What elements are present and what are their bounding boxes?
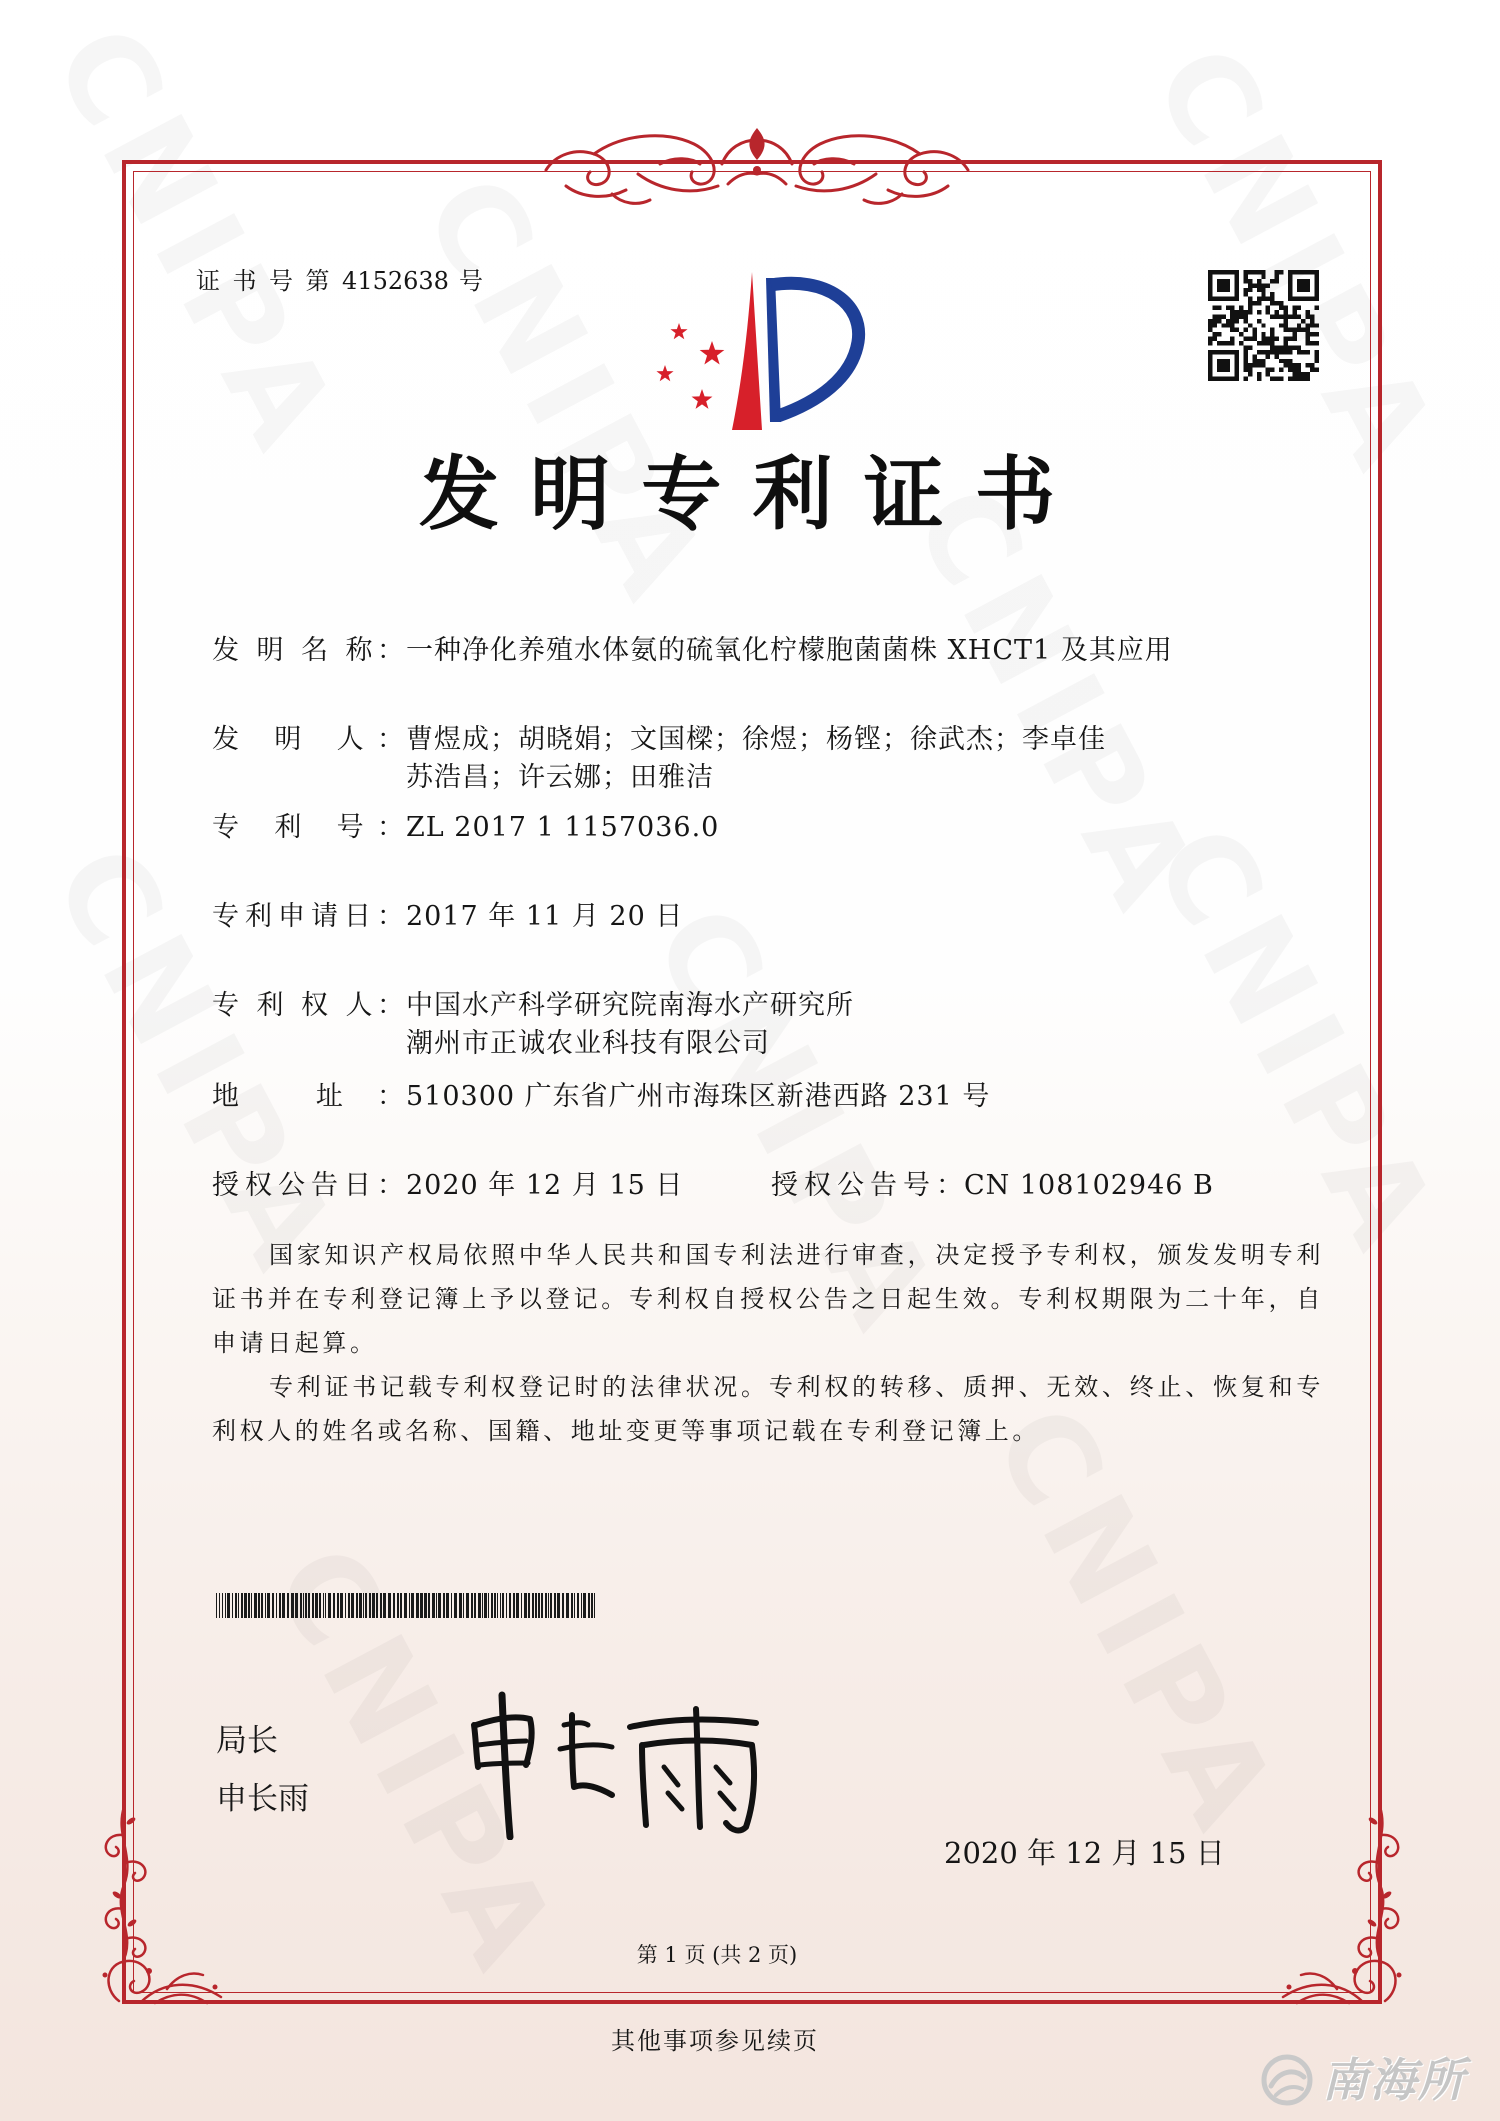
invention-name-value: 一种净化养殖水体氨的硫氧化柠檬胞菌菌株 XHCT1 及其应用 <box>406 635 1173 666</box>
site-logo-icon <box>1258 2051 1316 2109</box>
address-value: 510300 广东省广州市海珠区新港西路 231 号 <box>406 1081 991 1112</box>
certificate-title: 发 明 专 利 证 书 <box>419 447 1055 541</box>
grant-date-label: 授权公告日： <box>212 1170 404 1201</box>
statement-paragraph-2: 专利证书记载专利权登记时的法律状况。专利权的转移、质押、无效、终止、恢复和专利权人的姓名或名称、国籍、地址变更等事项记载在专利登记簿上。 <box>212 1373 1324 1445</box>
statement-paragraph-1: 国家知识产权局依照中华人民共和国专利法进行审查，决定授予专利权，颁发发明专利证书并在专利登记簿上予以登记。专利权自授权公告之日起生效。专利权期限为二十年，自申请日起算。 <box>212 1241 1324 1357</box>
signatory-title: 局长 <box>216 1723 278 1759</box>
patent-number-label: 专 利 号： <box>212 812 404 843</box>
logo-blue-bowl <box>771 283 859 416</box>
cnipa-logo-icon <box>650 270 866 433</box>
certificate-number: 证 书 号 第 4152638 号 <box>196 267 483 295</box>
page-indicator: 第 1 页 (共 2 页) <box>636 1943 798 1967</box>
patentee-value-line-1: 中国水产科学研究院南海水产研究所 <box>406 990 854 1021</box>
inventors-row <box>0 722 1500 758</box>
logo-red-blade <box>732 272 762 430</box>
application-date-label: 专利申请日： <box>212 901 404 932</box>
patentee-row-continued <box>0 1026 1500 1062</box>
signatory-name: 申长雨 <box>216 1781 309 1817</box>
invention-name-row <box>0 633 1500 669</box>
inventors-value-line-2: 苏浩昌；许云娜；田雅洁 <box>406 762 714 793</box>
grant-number-value: CN 108102946 B <box>964 1170 1214 1201</box>
grant-row <box>0 1168 1500 1204</box>
patentee-value-line-2: 潮州市正诚农业科技有限公司 <box>406 1028 770 1059</box>
logo-stars <box>656 323 724 409</box>
signature-date: 2020 年 12 月 15 日 <box>944 1836 1225 1870</box>
application-date-value: 2017 年 11 月 20 日 <box>406 901 684 932</box>
barcode <box>216 1593 595 1618</box>
qr-code <box>1208 270 1319 381</box>
application-date-row <box>0 899 1500 935</box>
grant-number-label: 授权公告号： <box>771 1170 963 1201</box>
inventors-label: 发 明 人： <box>212 724 404 755</box>
patent-number-value: ZL 2017 1 1157036.0 <box>406 812 720 843</box>
grant-date-value: 2020 年 12 月 15 日 <box>406 1170 684 1201</box>
address-row <box>0 1079 1500 1115</box>
corner-ornament-bottom-right <box>1277 1799 1407 2017</box>
site-watermark-logo <box>1258 2049 1488 2111</box>
patentee-label: 专 利 权 人： <box>212 990 404 1021</box>
site-logo-text: 南海所 <box>1322 2053 1466 2107</box>
invention-name-label: 发 明 名 称： <box>212 635 404 666</box>
continuation-note: 其他事项参见续页 <box>611 2027 819 2055</box>
patentee-row <box>0 988 1500 1024</box>
corner-ornament-bottom-left <box>97 1799 227 2017</box>
patent-number-row <box>0 810 1500 846</box>
logo-blue-stem <box>766 278 781 422</box>
inventors-row-continued <box>0 760 1500 796</box>
inventors-value-line-1: 曹煜成；胡晓娟；文国樑；徐煜；杨铿；徐武杰；李卓佳 <box>406 724 1106 755</box>
certificate-statement <box>212 1233 1324 1453</box>
director-signature <box>460 1691 771 1840</box>
address-label: 地 址： <box>212 1081 404 1112</box>
top-ornament <box>542 124 972 210</box>
